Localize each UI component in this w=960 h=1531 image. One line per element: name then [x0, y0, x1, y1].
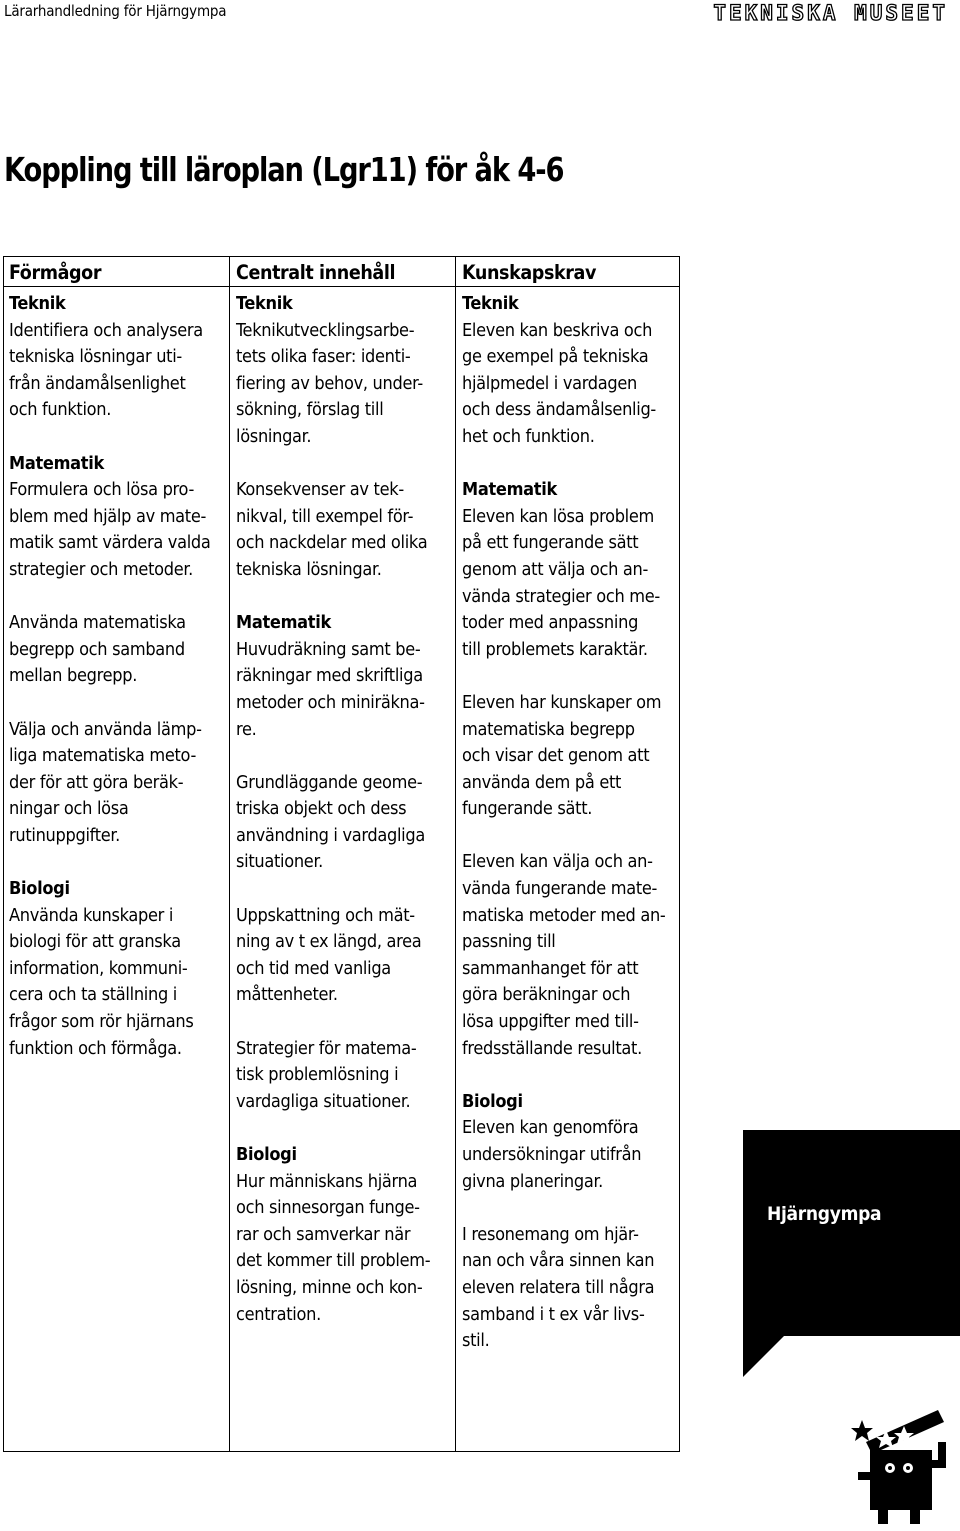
subject-heading: Teknik [236, 293, 293, 314]
subject-heading: Biologi [9, 878, 70, 900]
subject-heading: Biologi [236, 1144, 297, 1165]
text-line: strategier och metoder. [9, 558, 193, 580]
text-line: användning i vardagliga [236, 824, 425, 846]
text-line: rar och samverkar när [236, 1223, 411, 1245]
paragraph [236, 770, 452, 876]
text-line: givna planeringar. [462, 1170, 603, 1192]
text-line: stil. [462, 1330, 490, 1352]
formagor-matematik-section [9, 451, 225, 850]
text-line: och visar det genom att [462, 745, 650, 767]
paragraph [236, 1169, 452, 1329]
text-line: Eleven kan lösa problem [462, 505, 655, 527]
subject-heading: Matematik [236, 612, 331, 634]
paragraph [236, 477, 452, 583]
text-line: het och funktion. [462, 425, 595, 447]
text-line: matik samt värdera valda [9, 532, 211, 554]
text-line: biologi för att granska [9, 931, 181, 953]
page-title: Koppling till läroplan (Lgr11) för åk 4-6 [4, 150, 564, 189]
guide-title: Lärarhandledning för Hjärngympa [4, 2, 227, 20]
column-divider [229, 257, 230, 1451]
text-line: vända fungerande mate- [462, 878, 658, 900]
header-divider [4, 286, 679, 287]
subject-heading: Matematik [462, 479, 557, 501]
text-line: hjälpmedel i vardagen [462, 372, 638, 394]
text-line: der för att göra beräk- [9, 771, 184, 793]
text-line: göra beräkningar och [462, 984, 631, 1006]
paragraph [462, 690, 678, 823]
text-line: Uppskattning och mät- [236, 904, 415, 926]
subject-heading: Teknik [9, 293, 66, 314]
text-line: matiska metoder med an- [462, 904, 666, 926]
paragraph [9, 717, 225, 850]
text-line: situationer. [236, 851, 323, 873]
kunskapskrav-column [462, 291, 678, 1381]
text-line: lösning, minne och kon- [236, 1276, 423, 1298]
subject-heading: Biologi [462, 1090, 523, 1112]
paragraph [236, 1036, 452, 1116]
text-line: och dess ändamålsenlig- [462, 399, 656, 421]
text-line: undersökningar utifrån [462, 1144, 642, 1165]
subject-heading: Matematik [9, 452, 104, 474]
text-line: information, kommuni- [9, 957, 188, 979]
museum-logo: TEKNISKA MUSEET [713, 1, 948, 25]
text-line: på ett fungerande sätt [462, 532, 639, 554]
text-line: sökning, förslag till [236, 399, 384, 421]
text-line: lösa uppgifter med till- [462, 1011, 639, 1033]
text-line: re. [236, 718, 257, 740]
kunskapskrav-biologi-section [462, 1089, 678, 1355]
text-line: räkningar med skriftliga [236, 665, 423, 687]
text-line: nikval, till exempel för- [236, 505, 414, 527]
text-line: Hur människans hjärna [236, 1170, 418, 1192]
text-line: ning av t ex längd, area [236, 931, 422, 953]
text-line: genom att välja och an- [462, 558, 649, 580]
text-line: Eleven har kunskaper om [462, 691, 662, 713]
badge-label: Hjärngympa [767, 1203, 882, 1225]
text-line: Använda kunskaper i [9, 904, 174, 926]
text-line: till problemets karaktär. [462, 638, 648, 660]
text-line: mellan begrepp. [9, 665, 138, 687]
text-line: Huvudräkning samt be- [236, 638, 421, 660]
text-line: metoder och miniräkna- [236, 691, 425, 713]
text-line: Eleven kan beskriva och [462, 319, 653, 341]
text-line: Teknikutvecklingsarbe- [236, 319, 415, 341]
text-line: ningar och lösa [9, 798, 129, 820]
text-line: det kommer till problem- [236, 1250, 431, 1272]
centralt-matematik-section [236, 610, 452, 1115]
text-line: Strategier för matema- [236, 1037, 417, 1059]
text-line: blem med hjälp av mate- [9, 505, 207, 527]
text-line: eleven relatera till några [462, 1276, 655, 1298]
text-line: Eleven kan genomföra [462, 1117, 639, 1139]
text-line: Grundläggande geome- [236, 771, 423, 793]
hjarngympa-badge [743, 1130, 960, 1336]
text-line: måttenheter. [236, 984, 338, 1006]
paragraph [9, 318, 225, 424]
text-line: rutinuppgifter. [9, 824, 120, 846]
text-line: Formulera och lösa pro- [9, 479, 194, 501]
centralt-innehall-column [236, 291, 452, 1355]
text-line: Använda matematiska [9, 612, 186, 634]
paragraph [462, 1115, 678, 1195]
paragraph [236, 903, 452, 1009]
text-line: triska objekt och dess [236, 798, 407, 820]
text-line: nan och våra sinnen kan [462, 1250, 655, 1272]
text-line: från ändamålsenlighet [9, 372, 186, 394]
text-line: tekniska lösningar. [236, 558, 382, 580]
text-line: funktion och förmåga. [9, 1037, 182, 1059]
speech-bubble-tail [743, 1335, 785, 1377]
text-line: sammanhanget för att [462, 957, 639, 979]
text-line: cera och ta ställning i [9, 984, 177, 1006]
formagor-column [9, 291, 225, 1089]
text-line: Eleven kan välja och an- [462, 851, 653, 873]
text-line: och nackdelar med olika [236, 532, 428, 554]
text-line: frågor som rör hjärnans [9, 1011, 194, 1033]
text-line: och funktion. [9, 399, 112, 421]
text-line: toder med anpassning [462, 612, 639, 634]
column-header-formagor: Förmågor [9, 261, 102, 284]
paragraph [9, 610, 225, 690]
text-line: samband i t ex vår livs- [462, 1303, 645, 1325]
text-line: och sinnesorgan funge- [236, 1197, 420, 1219]
text-line: använda dem på ett [462, 771, 622, 793]
formagor-teknik-section [9, 291, 225, 424]
column-header-centralt-innehall: Centralt innehåll [236, 261, 396, 284]
text-line: vardagliga situationer. [236, 1090, 411, 1112]
text-line: fungerande sätt. [462, 798, 593, 820]
centralt-biologi-section [236, 1142, 452, 1328]
paragraph [462, 849, 678, 1062]
text-line: Identifiera och analysera [9, 319, 203, 341]
paragraph [236, 318, 452, 451]
text-line: tets olika faser: identi- [236, 346, 411, 368]
text-line: lösningar. [236, 425, 312, 447]
column-header-kunskapskrav: Kunskapskrav [462, 261, 596, 284]
kunskapskrav-matematik-section [462, 477, 678, 1062]
text-line: tekniska lösningar uti- [9, 346, 182, 368]
text-line: vända strategier och me- [462, 585, 660, 607]
paragraph [9, 477, 225, 583]
text-line: tisk problemlösning i [236, 1064, 399, 1086]
paragraph [9, 903, 225, 1063]
centralt-teknik-section [236, 291, 452, 584]
paragraph [462, 318, 678, 451]
curriculum-table [3, 256, 680, 1452]
subject-heading: Teknik [462, 293, 519, 314]
formagor-biologi-section [9, 876, 225, 1062]
text-line: fredsställande resultat. [462, 1037, 642, 1059]
mascot-icon [848, 1402, 952, 1527]
text-line: centration. [236, 1303, 321, 1325]
text-line: Konsekvenser av tek- [236, 479, 404, 501]
text-line: passning till [462, 931, 556, 953]
paragraph [236, 637, 452, 743]
text-line: ge exempel på tekniska [462, 346, 649, 368]
text-line: matematiska begrepp [462, 718, 635, 740]
text-line: och tid med vanliga [236, 957, 391, 979]
paragraph [462, 1222, 678, 1355]
text-line: liga matematiska meto- [9, 745, 197, 767]
paragraph [462, 504, 678, 664]
column-divider [455, 257, 456, 1451]
text-line: fiering av behov, under- [236, 372, 423, 394]
text-line: begrepp och samband [9, 638, 185, 660]
text-line: Välja och använda lämp- [9, 718, 202, 740]
text-line: I resonemang om hjär- [462, 1223, 639, 1245]
kunskapskrav-teknik-section [462, 291, 678, 451]
